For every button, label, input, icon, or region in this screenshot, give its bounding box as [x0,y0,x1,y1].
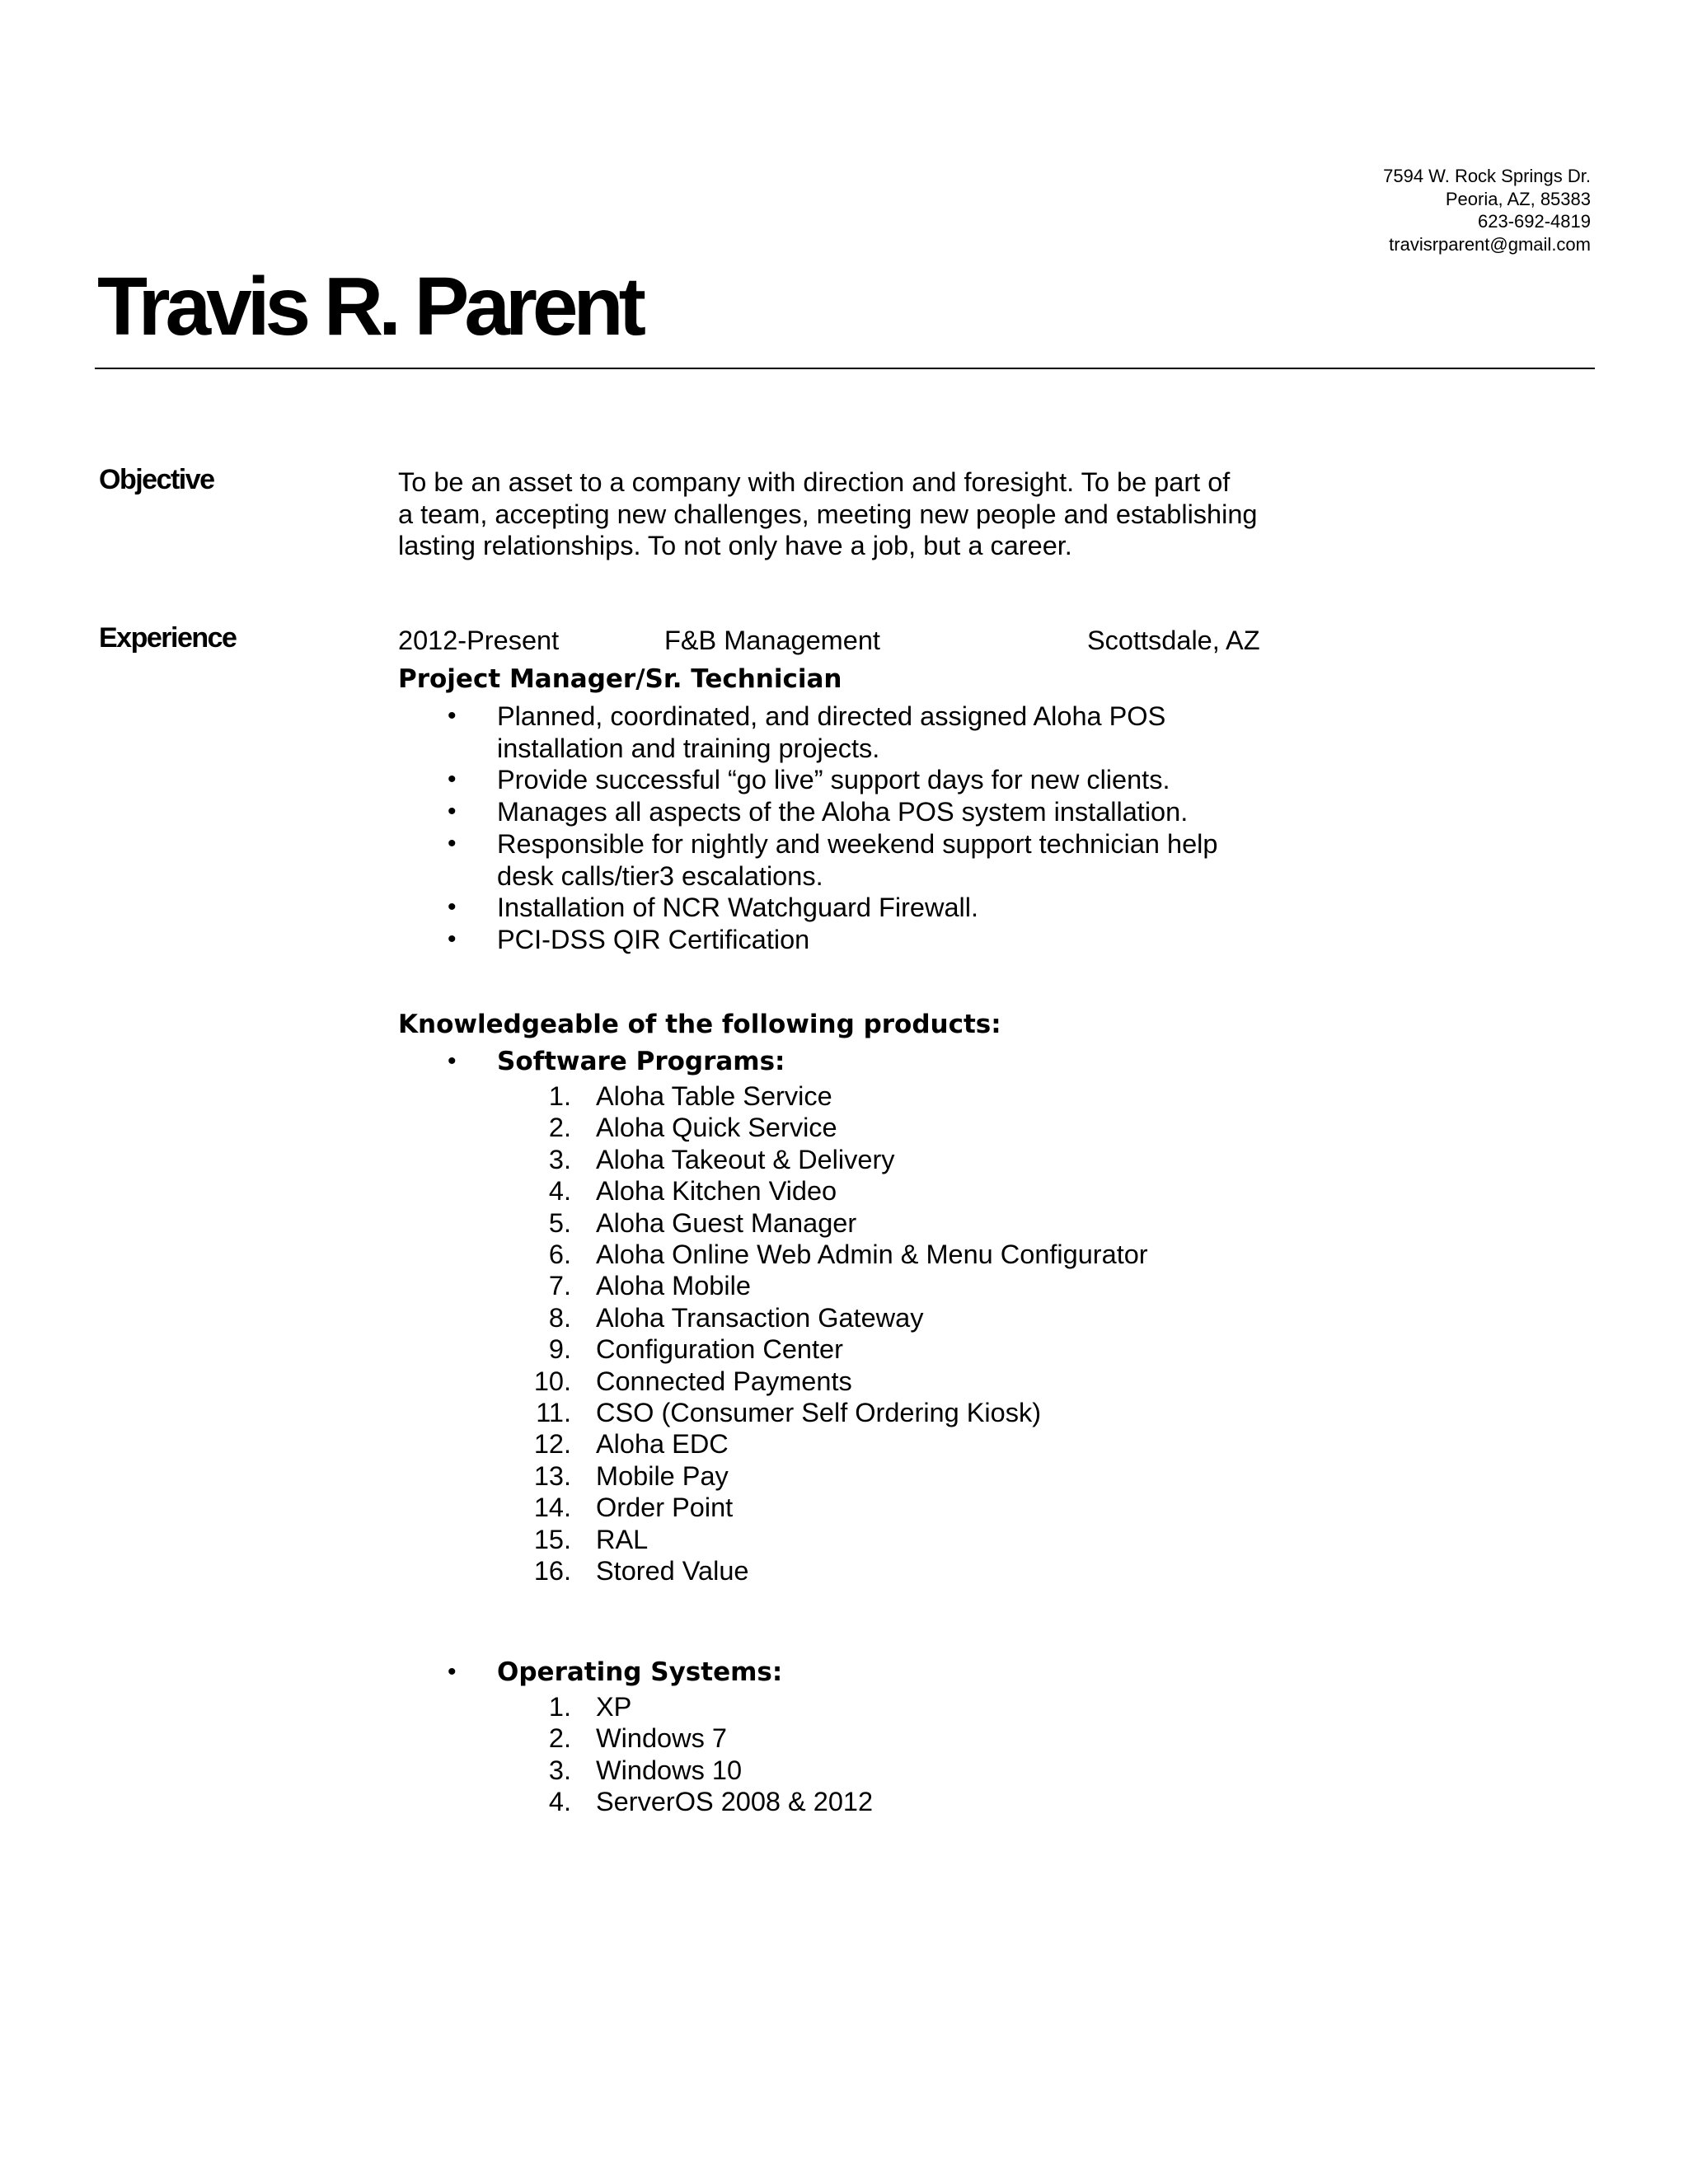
list-number: 3. [548,1755,571,1785]
knowledge-heading: Knowledgeable of the following products: [398,1010,1001,1039]
duty-item [398,701,1305,764]
list-item-text: Aloha Mobile [596,1271,751,1301]
duty-line: desk calls/tier3 escalations. [497,860,823,891]
list-number: 2. [548,1113,571,1143]
software-list [497,1080,1148,1587]
list-number: 4. [548,1176,571,1207]
duty-item [398,924,1305,956]
bullet-icon: • [448,702,457,729]
duty-item [398,828,1305,892]
list-number: 7. [548,1271,571,1301]
list-item [497,1239,1148,1270]
bullet-icon: • [448,925,457,953]
list-number: 5. [548,1207,571,1238]
duty-line: Responsible for nightly and weekend support technician help [497,828,1218,859]
list-item-text: Aloha EDC [596,1429,729,1460]
duty-line: Planned, coordinated, and directed assigned Aloha POS [497,701,1166,731]
experience-company: F&B Management [664,626,880,655]
list-number: 13. [533,1460,571,1491]
list-number: 1. [548,1692,571,1722]
duties-list [398,701,1305,956]
list-item [497,1302,1148,1333]
list-item-text: Aloha Kitchen Video [596,1176,837,1207]
duty-line: Installation of NCR Watchguard Firewall. [497,893,979,923]
os-list [497,1691,873,1818]
list-item [497,1397,1148,1428]
job-title: Project Manager/Sr. Technician [398,664,842,694]
contact-email: travisrparent@gmail.com [1389,233,1591,255]
list-item [497,1366,1148,1397]
list-number: 10. [533,1366,571,1396]
list-number: 2. [548,1723,571,1754]
contact-address: 7594 W. Rock Springs Dr. [1383,166,1591,186]
list-item-text: Mobile Pay [596,1460,729,1491]
experience-date: 2012-Present [398,626,560,655]
list-item [497,1492,1148,1523]
duty-line: Manages all aspects of the Aloha POS system installation. [497,797,1189,827]
list-item-text: Windows 10 [596,1755,743,1785]
bullet-icon: • [448,766,457,794]
software-heading: Software Programs: [497,1047,785,1076]
list-item [497,1722,873,1754]
list-item-text: Stored Value [596,1556,749,1586]
bullet-icon: • [448,893,457,921]
list-item-text: Aloha Table Service [596,1081,832,1111]
list-number: 6. [548,1240,571,1270]
list-number: 11. [536,1398,571,1428]
list-number: 9. [548,1334,571,1365]
experience-label: Experience [99,622,237,654]
list-item-text: Connected Payments [596,1366,852,1396]
bullet-icon: • [448,829,457,857]
list-number: 1. [548,1081,571,1111]
contact-phone: 623-692-4819 [1477,211,1591,232]
list-item-text: Aloha Online Web Admin & Menu Configurator [596,1240,1148,1270]
list-item [497,1428,1148,1460]
list-number: 8. [548,1302,571,1333]
list-item-text: Configuration Center [596,1334,843,1365]
candidate-name: Travis R. Parent [97,260,641,353]
os-heading-row [398,1656,782,1689]
list-item-text: XP [596,1692,632,1722]
list-item-text: RAL [596,1524,649,1554]
list-item [497,1460,1148,1492]
list-item-text: Aloha Quick Service [596,1113,837,1143]
list-item-text: Aloha Transaction Gateway [596,1302,924,1333]
objective-text [398,466,1321,562]
list-item [497,1175,1148,1207]
list-item [497,1555,1148,1586]
objective-label: Objective [99,464,214,495]
objective-line: To be an asset to a company with direction and foresight. To be part of [398,467,1231,497]
list-number: 3. [548,1144,571,1174]
duty-item [398,796,1305,828]
list-item [497,1691,873,1722]
duty-item [398,764,1305,796]
list-number: 16. [533,1556,571,1586]
list-item-text: Aloha Guest Manager [596,1207,857,1238]
list-item-text: Order Point [596,1493,734,1523]
list-number: 4. [548,1787,571,1817]
list-item [497,1144,1148,1175]
list-item [497,1786,873,1817]
duty-item [398,892,1305,924]
list-item-text: CSO (Consumer Self Ordering Kiosk) [596,1398,1042,1428]
bullet-icon: • [448,1658,457,1685]
bullet-icon: • [448,1047,457,1075]
bullet-icon: • [448,798,457,826]
list-number: 14. [533,1493,571,1523]
list-item-text: Windows 7 [596,1723,727,1754]
header-divider [95,368,1595,369]
experience-location: Scottsdale, AZ [1087,626,1260,655]
list-item [497,1080,1148,1112]
list-item-text: Aloha Takeout & Delivery [596,1144,895,1174]
objective-line: a team, accepting new challenges, meeting new people and establishing [398,499,1258,529]
list-item-text: ServerOS 2008 & 2012 [596,1787,874,1817]
list-item [497,1755,873,1786]
contact-block [1383,165,1591,255]
list-item [497,1333,1148,1365]
os-heading: Operating Systems: [497,1657,783,1687]
objective-line: lasting relationships. To not only have a job, but a career. [398,531,1072,561]
list-item [497,1207,1148,1239]
list-item [497,1270,1148,1301]
list-item [497,1524,1148,1555]
software-heading-row [398,1045,785,1078]
duty-line: installation and training projects. [497,733,880,763]
list-number: 12. [533,1429,571,1460]
list-item [497,1112,1148,1143]
contact-city: Peoria, AZ, 85383 [1445,188,1591,209]
list-number: 15. [533,1524,571,1554]
duty-line: PCI-DSS QIR Certification [497,924,810,954]
duty-line: Provide successful “go live” support days for new clients. [497,765,1170,795]
